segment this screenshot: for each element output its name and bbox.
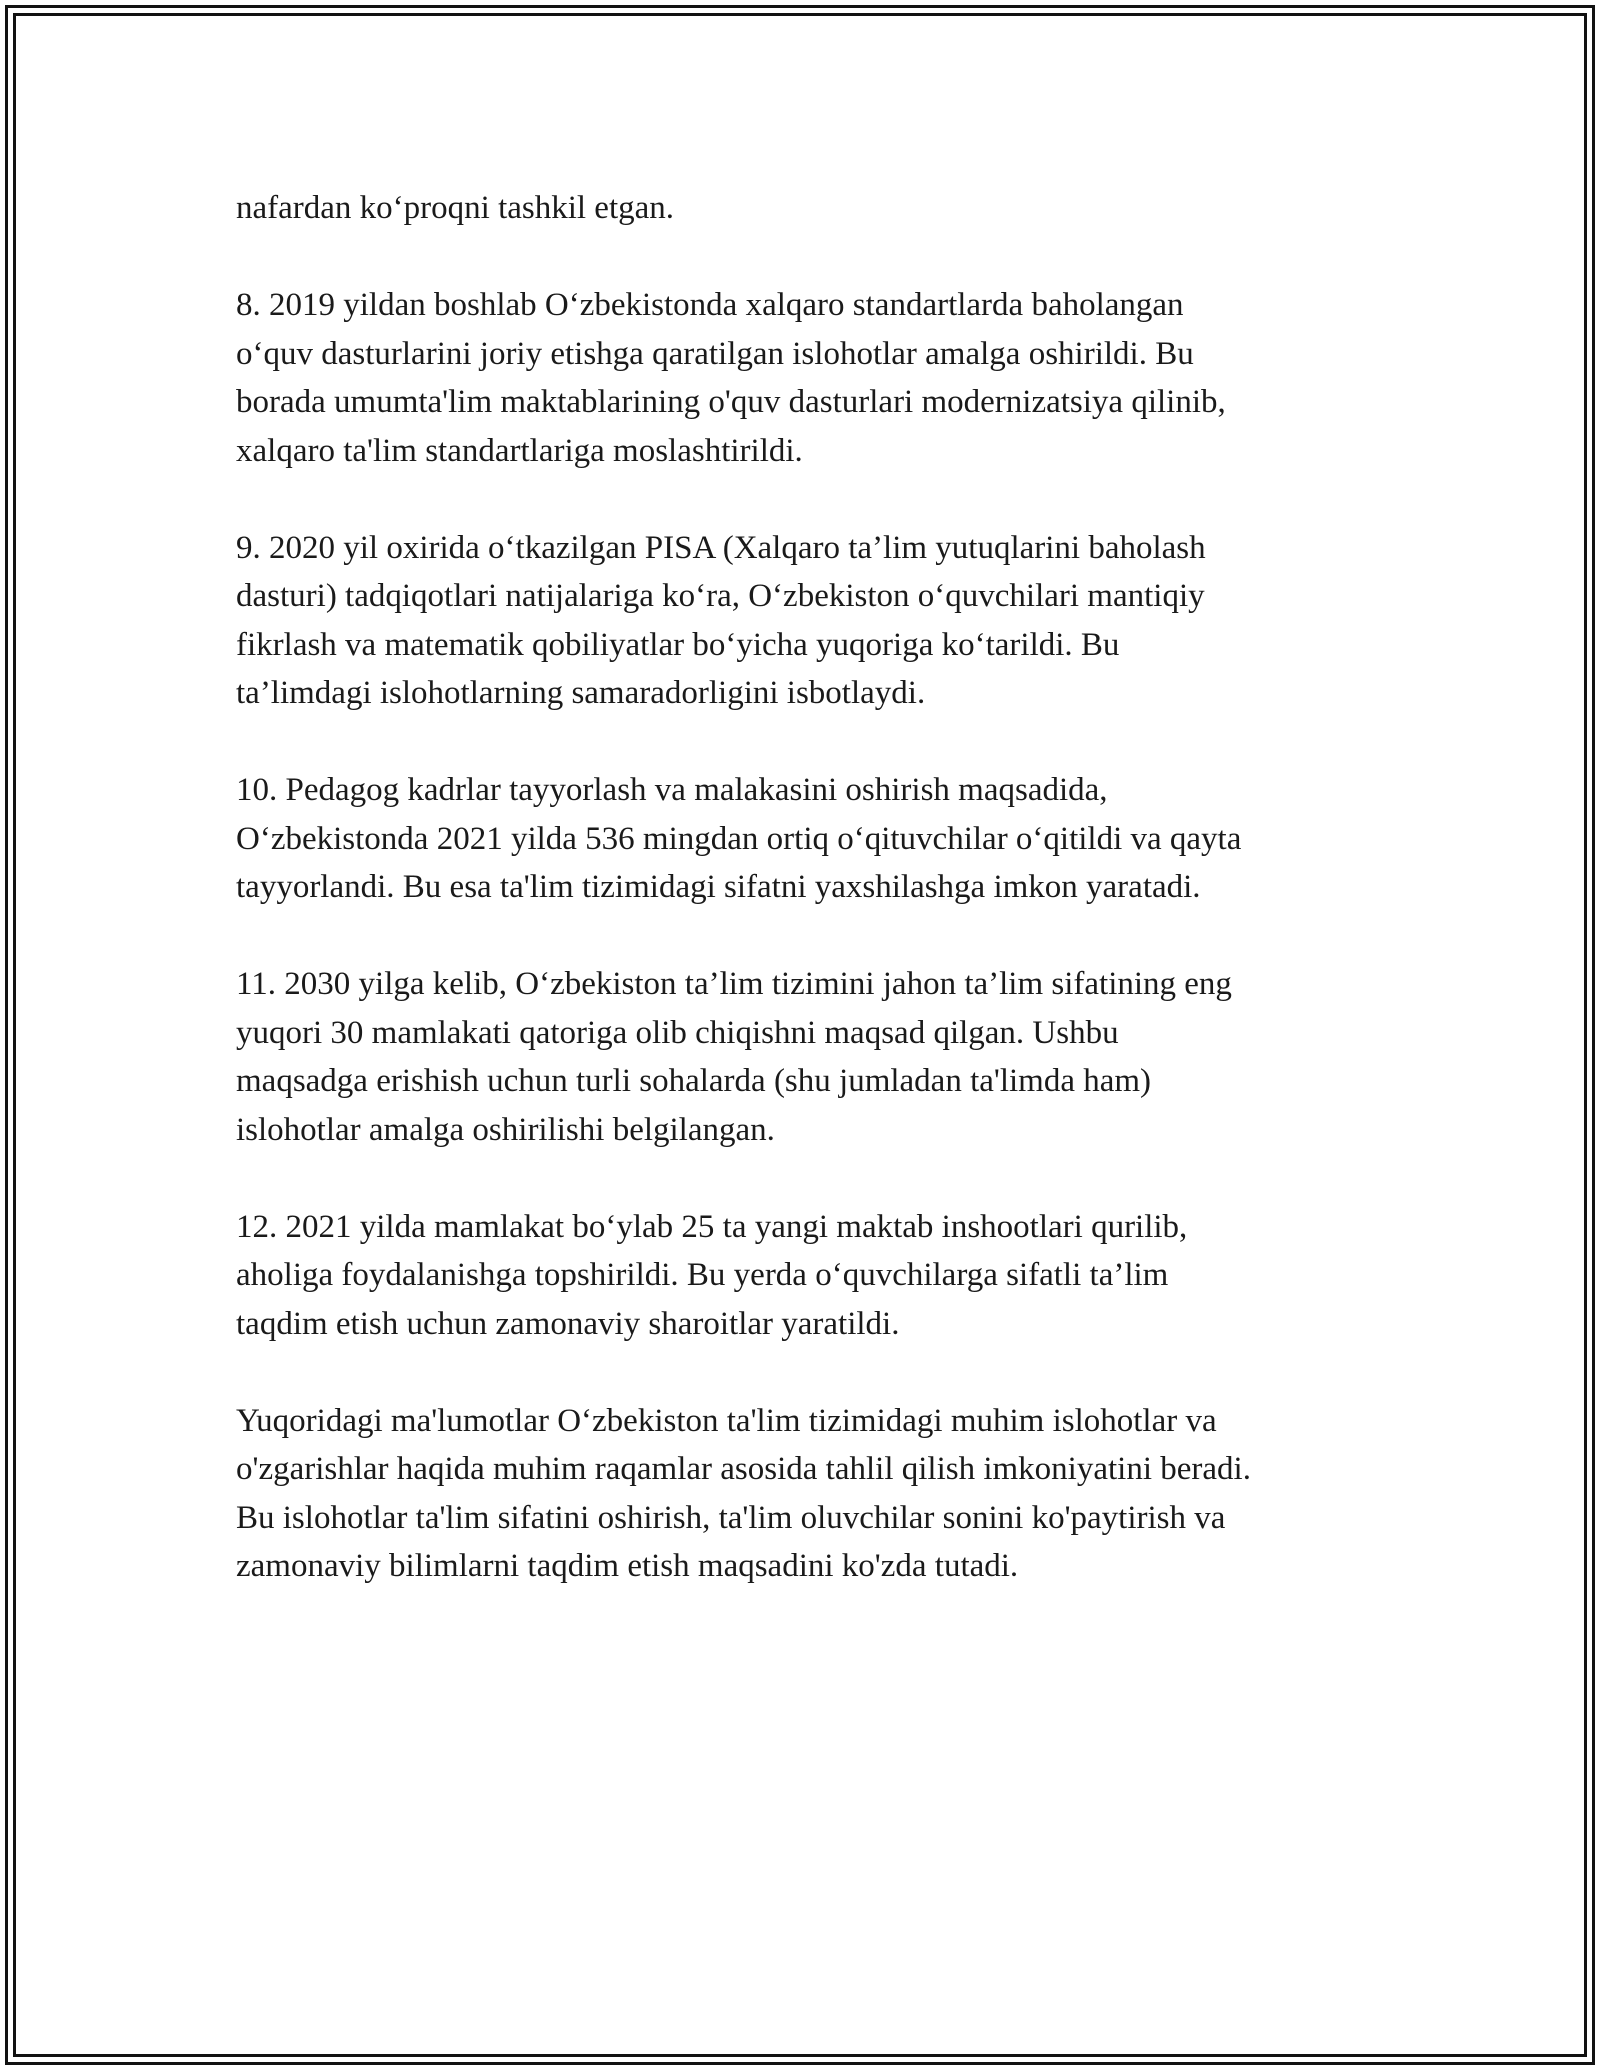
paragraph-item-11: 11. 2030 yilga kelib, O‘zbekiston ta’lim tizimini jahon ta’lim sifatining eng yuqori 30 mamlakati qatoriga olib chiqishni maqsad qilgan. Ushbu maqsadga erishish uchun turli sohalarda (shu jumladan ta'limda ham) islohotlar amalga oshirilishi belgilangan. [236,966,1232,1148]
paragraph-continuation: nafardan ko‘proqni tashkil etgan. [236,190,675,226]
paragraph-item-12: 12. 2021 yilda mamlakat bo‘ylab 25 ta yangi maktab inshootlari qurilib, aholiga foydalanishga topshirildi. Bu yerda o‘quvchilarga sifatli ta’lim taqdim etish uchun zamonaviy sharoitlar yaratildi. [236,1208,1188,1342]
paragraph-item-9: 9. 2020 yil oxirida o‘tkazilgan PISA (Xalqaro ta’lim yutuqlarini baholash dasturi) tadqiqotlari natijalariga ko‘ra, O‘zbekiston o‘quvchilari mantiqiy fikrlash va matematik qobiliyatlar bo‘yicha yuqoriga ko‘tarildi. Bu ta’limdagi islohotlarning samaradorligini isbotlaydi. [236,529,1206,711]
paragraph-item-10: 10. Pedagog kadrlar tayyorlash va malakasini oshirish maqsadida, O‘zbekistonda 2021 yilda 536 mingdan ortiq o‘qituvchilar o‘qitildi va qayta tayyorlandi. Bu esa ta'lim tizimidagi sifatni yaxshilashga imkon yaratadi. [236,772,1242,905]
paragraph-conclusion: Yuqoridagi ma'lumotlar O‘zbekiston ta'lim tizimidagi muhim islohotlar va o'zgarishlar haqida muhim raqamlar asosida tahlil qilish imkoniyatini beradi. Bu islohotlar ta'lim sifatini oshirish, ta'lim oluvchilar sonini ko'paytirish va zamonaviy bilimlarni taqdim etish maqsadini ko'zda tutadi. [236,1402,1251,1584]
document-body [236,184,1376,1591]
paragraph-item-8: 8. 2019 yildan boshlab O‘zbekistonda xalqaro standartlarda baholangan o‘quv dasturlarini joriy etishga qaratilgan islohotlar amalga oshirildi. Bu borada umumta'lim maktablarining o'quv dasturlari modernizatsiya qilinib, xalqaro ta'lim standartlariga moslashtirildi. [236,287,1226,469]
